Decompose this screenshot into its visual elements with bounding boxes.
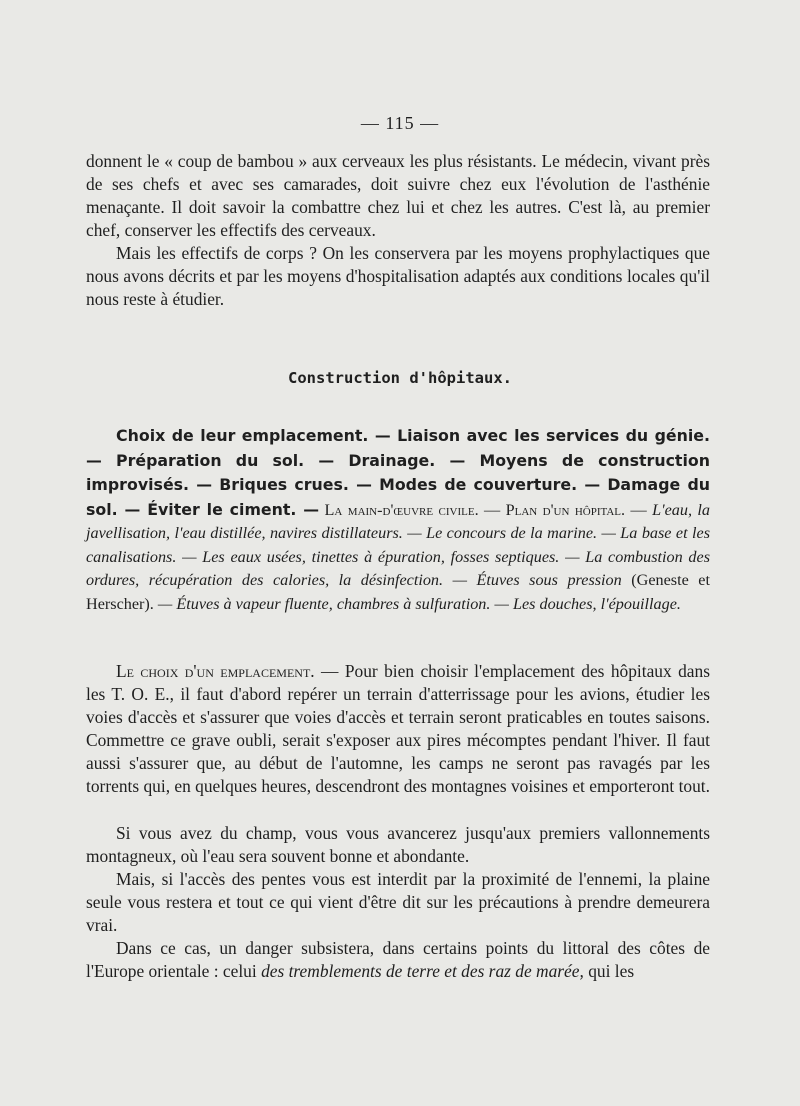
summary-italic-topics: L'eau, la javellisation, l'eau distillée, navires distillateurs. — Le concours de la marine. — La base et les canalisations. — Les eaux usées, tinettes à épuration, fosses septiques. — La combustion des ordures, récupération des calories, la désinfection. — Étuves sous pression xyxy=(86,500,711,589)
paragraph-danger xyxy=(86,937,710,983)
paragraph-choix xyxy=(86,660,710,798)
paragraph-danger-end: qui les xyxy=(588,961,635,981)
paragraph-choix-text: — Pour bien choisir l'emplacement des hôpitaux dans les T. O. E., il faut d'abord repérer un terrain d'atterrissage pour les avions, étudier les voies d'accès et s'assurer que voies d'accès et terrain seront praticables en toutes saisons. Commettre ce grave oubli, serait s'exposer aux pires mécomptes pendant l'hiver. Il faut aussi s'assurer que, au début de l'automne, les camps ne seront pas ravagés par les torrents qui, en quelques heures, descendront des montagnes voisines et emporteront tout. xyxy=(86,661,710,796)
paragraph-champ: Si vous avez du champ, vous vous avancerez jusqu'aux premiers vallonnements montagneux, où l'eau sera souvent bonne et abondante. xyxy=(86,823,710,866)
section-summary xyxy=(86,424,710,616)
paragraph-danger-start: Dans ce cas, un danger subsistera, dans certains points du littoral des côtes de l'Europe orientale : celui xyxy=(86,938,710,981)
paragraph-danger-italic: des tremblements de terre et des raz de marée, xyxy=(261,961,584,981)
page-number: — 115 — xyxy=(360,113,440,133)
summary-smallcaps-topics: La main-d'œuvre civile. — Plan d'un hôpital. — xyxy=(324,500,647,519)
paragraph-intro: donnent le « coup de bambou » aux cerveaux les plus résistants. Le médecin, vivant près de ses chefs et avec ses camarades, doit suivre chez eux l'évolution de l'asthénie menaçante. Il doit savoir la combattre chez lui et chez les autres. C'est là, au premier chef, conserver les effectifs des cerveaux. xyxy=(86,151,710,240)
section-title: Construction d'hôpitaux. xyxy=(288,369,512,387)
summary-bold-topics: Choix de leur emplacement. — Liaison avec les services du génie. — Préparation du sol. — Drainage. — Moyens de construction improvisés. — Briques crues. — Modes de couverture. — Damage du sol. — Éviter le ciment. — xyxy=(86,426,710,519)
lead-smallcaps: Le choix d'un emplacement. xyxy=(116,661,315,681)
paragraph-effectifs: Mais les effectifs de corps ? On les conservera par les moyens prophylactiques que nous avons décrits et par les moyens d'hospitalisation adaptés aux conditions locales qu'il nous reste à étudier. xyxy=(86,243,710,309)
summary-roman-text: (Geneste et Herscher). xyxy=(86,571,710,613)
paragraph-plaine: Mais, si l'accès des pentes vous est interdit par la proximité de l'ennemi, la plaine seule vous restera et tout ce qui vient d'être dit sur les précautions à prendre demeurera vrai. xyxy=(86,869,710,935)
summary-italic-end: — Étuves à vapeur fluente, chambres à sulfuration. — Les douches, l'épouillage. xyxy=(157,594,681,613)
